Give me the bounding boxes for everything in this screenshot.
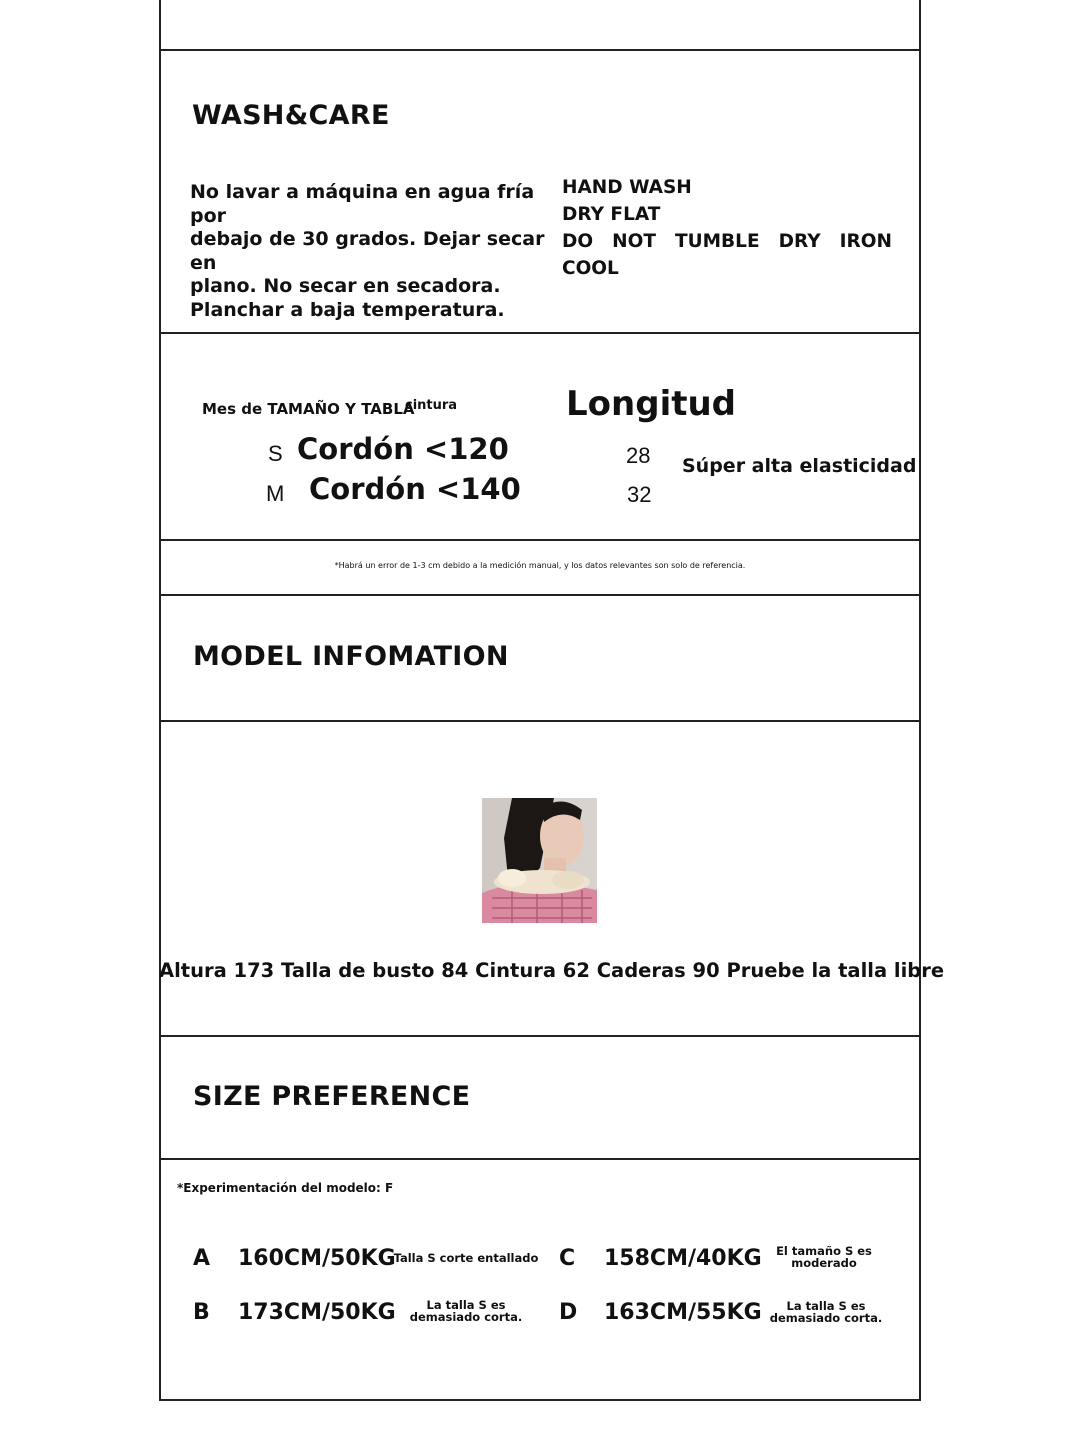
model-photo bbox=[482, 798, 597, 923]
divider bbox=[159, 720, 921, 722]
model-stats: Altura 173 Talla de busto 84 Cintura 62 Caderas 90 Pruebe la talla libre bbox=[159, 959, 945, 982]
care-line: HAND WASH bbox=[562, 177, 692, 198]
pref-note-d: La talla S es demasiado corta. bbox=[769, 1299, 883, 1325]
size-preference-subtitle: *Experimentación del modelo: F bbox=[177, 1181, 394, 1195]
care-line: Planchar a baja temperatura. bbox=[190, 298, 505, 321]
size-preference-title: SIZE PREFERENCE bbox=[193, 1081, 471, 1112]
care-word: DO bbox=[562, 231, 594, 252]
care-line: DRY FLAT bbox=[562, 204, 661, 225]
care-instructions-english bbox=[562, 174, 892, 282]
care-word: NOT bbox=[612, 231, 656, 252]
pref-note-b: La talla S es demasiado corta. bbox=[409, 1298, 523, 1324]
pref-value-d: 163CM/55KG bbox=[604, 1300, 762, 1325]
pref-value-c: 158CM/40KG bbox=[604, 1246, 762, 1271]
model-photo-illustration bbox=[482, 798, 597, 923]
wash-care-title: WASH&CARE bbox=[192, 100, 390, 131]
size-s: S bbox=[268, 441, 283, 466]
pref-letter-a: A bbox=[193, 1246, 211, 1271]
divider bbox=[159, 1035, 921, 1037]
care-line: COOL bbox=[562, 258, 619, 279]
divider bbox=[159, 332, 921, 334]
divider bbox=[159, 49, 921, 51]
care-word: DRY bbox=[778, 231, 821, 252]
divider bbox=[159, 594, 921, 596]
longitud-s: 28 bbox=[626, 443, 651, 468]
pref-note-c: El tamaño S es moderado bbox=[776, 1244, 872, 1270]
size-m: M bbox=[266, 481, 285, 506]
size-table-label: Mes de TAMAÑO Y TABLA bbox=[202, 400, 415, 418]
care-line: No lavar a máquina en agua fría por bbox=[190, 181, 535, 227]
pref-letter-b: B bbox=[193, 1300, 210, 1325]
pref-letter-c: C bbox=[559, 1246, 576, 1271]
cintura-label: cintura bbox=[405, 398, 458, 413]
divider bbox=[159, 539, 921, 541]
longitud-label: Longitud bbox=[566, 384, 737, 424]
cintura-s: Cordón <120 bbox=[297, 432, 509, 466]
care-instructions-spanish bbox=[190, 181, 565, 322]
pref-note-a: Talla S corte entallado bbox=[393, 1251, 539, 1265]
pref-letter-d: D bbox=[559, 1300, 578, 1325]
elasticity-note: Súper alta elasticidad bbox=[682, 455, 917, 477]
longitud-m: 32 bbox=[627, 482, 652, 507]
care-line-justified bbox=[562, 228, 892, 255]
care-line: debajo de 30 grados. Dejar secar en bbox=[190, 228, 545, 274]
cintura-m: Cordón <140 bbox=[309, 472, 521, 506]
model-info-title: MODEL INFOMATION bbox=[193, 641, 509, 672]
care-word: TUMBLE bbox=[675, 231, 760, 252]
divider bbox=[159, 1158, 921, 1160]
pref-value-a: 160CM/50KG bbox=[238, 1246, 396, 1271]
measurement-disclaimer: *Habrá un error de 1-3 cm debido a la medición manual, y los datos relevantes son solo de referencia. bbox=[334, 561, 746, 570]
pref-value-b: 173CM/50KG bbox=[238, 1300, 396, 1325]
care-line: plano. No secar en secadora. bbox=[190, 275, 501, 297]
care-word: IRON bbox=[839, 231, 892, 252]
divider bbox=[159, 1399, 921, 1401]
